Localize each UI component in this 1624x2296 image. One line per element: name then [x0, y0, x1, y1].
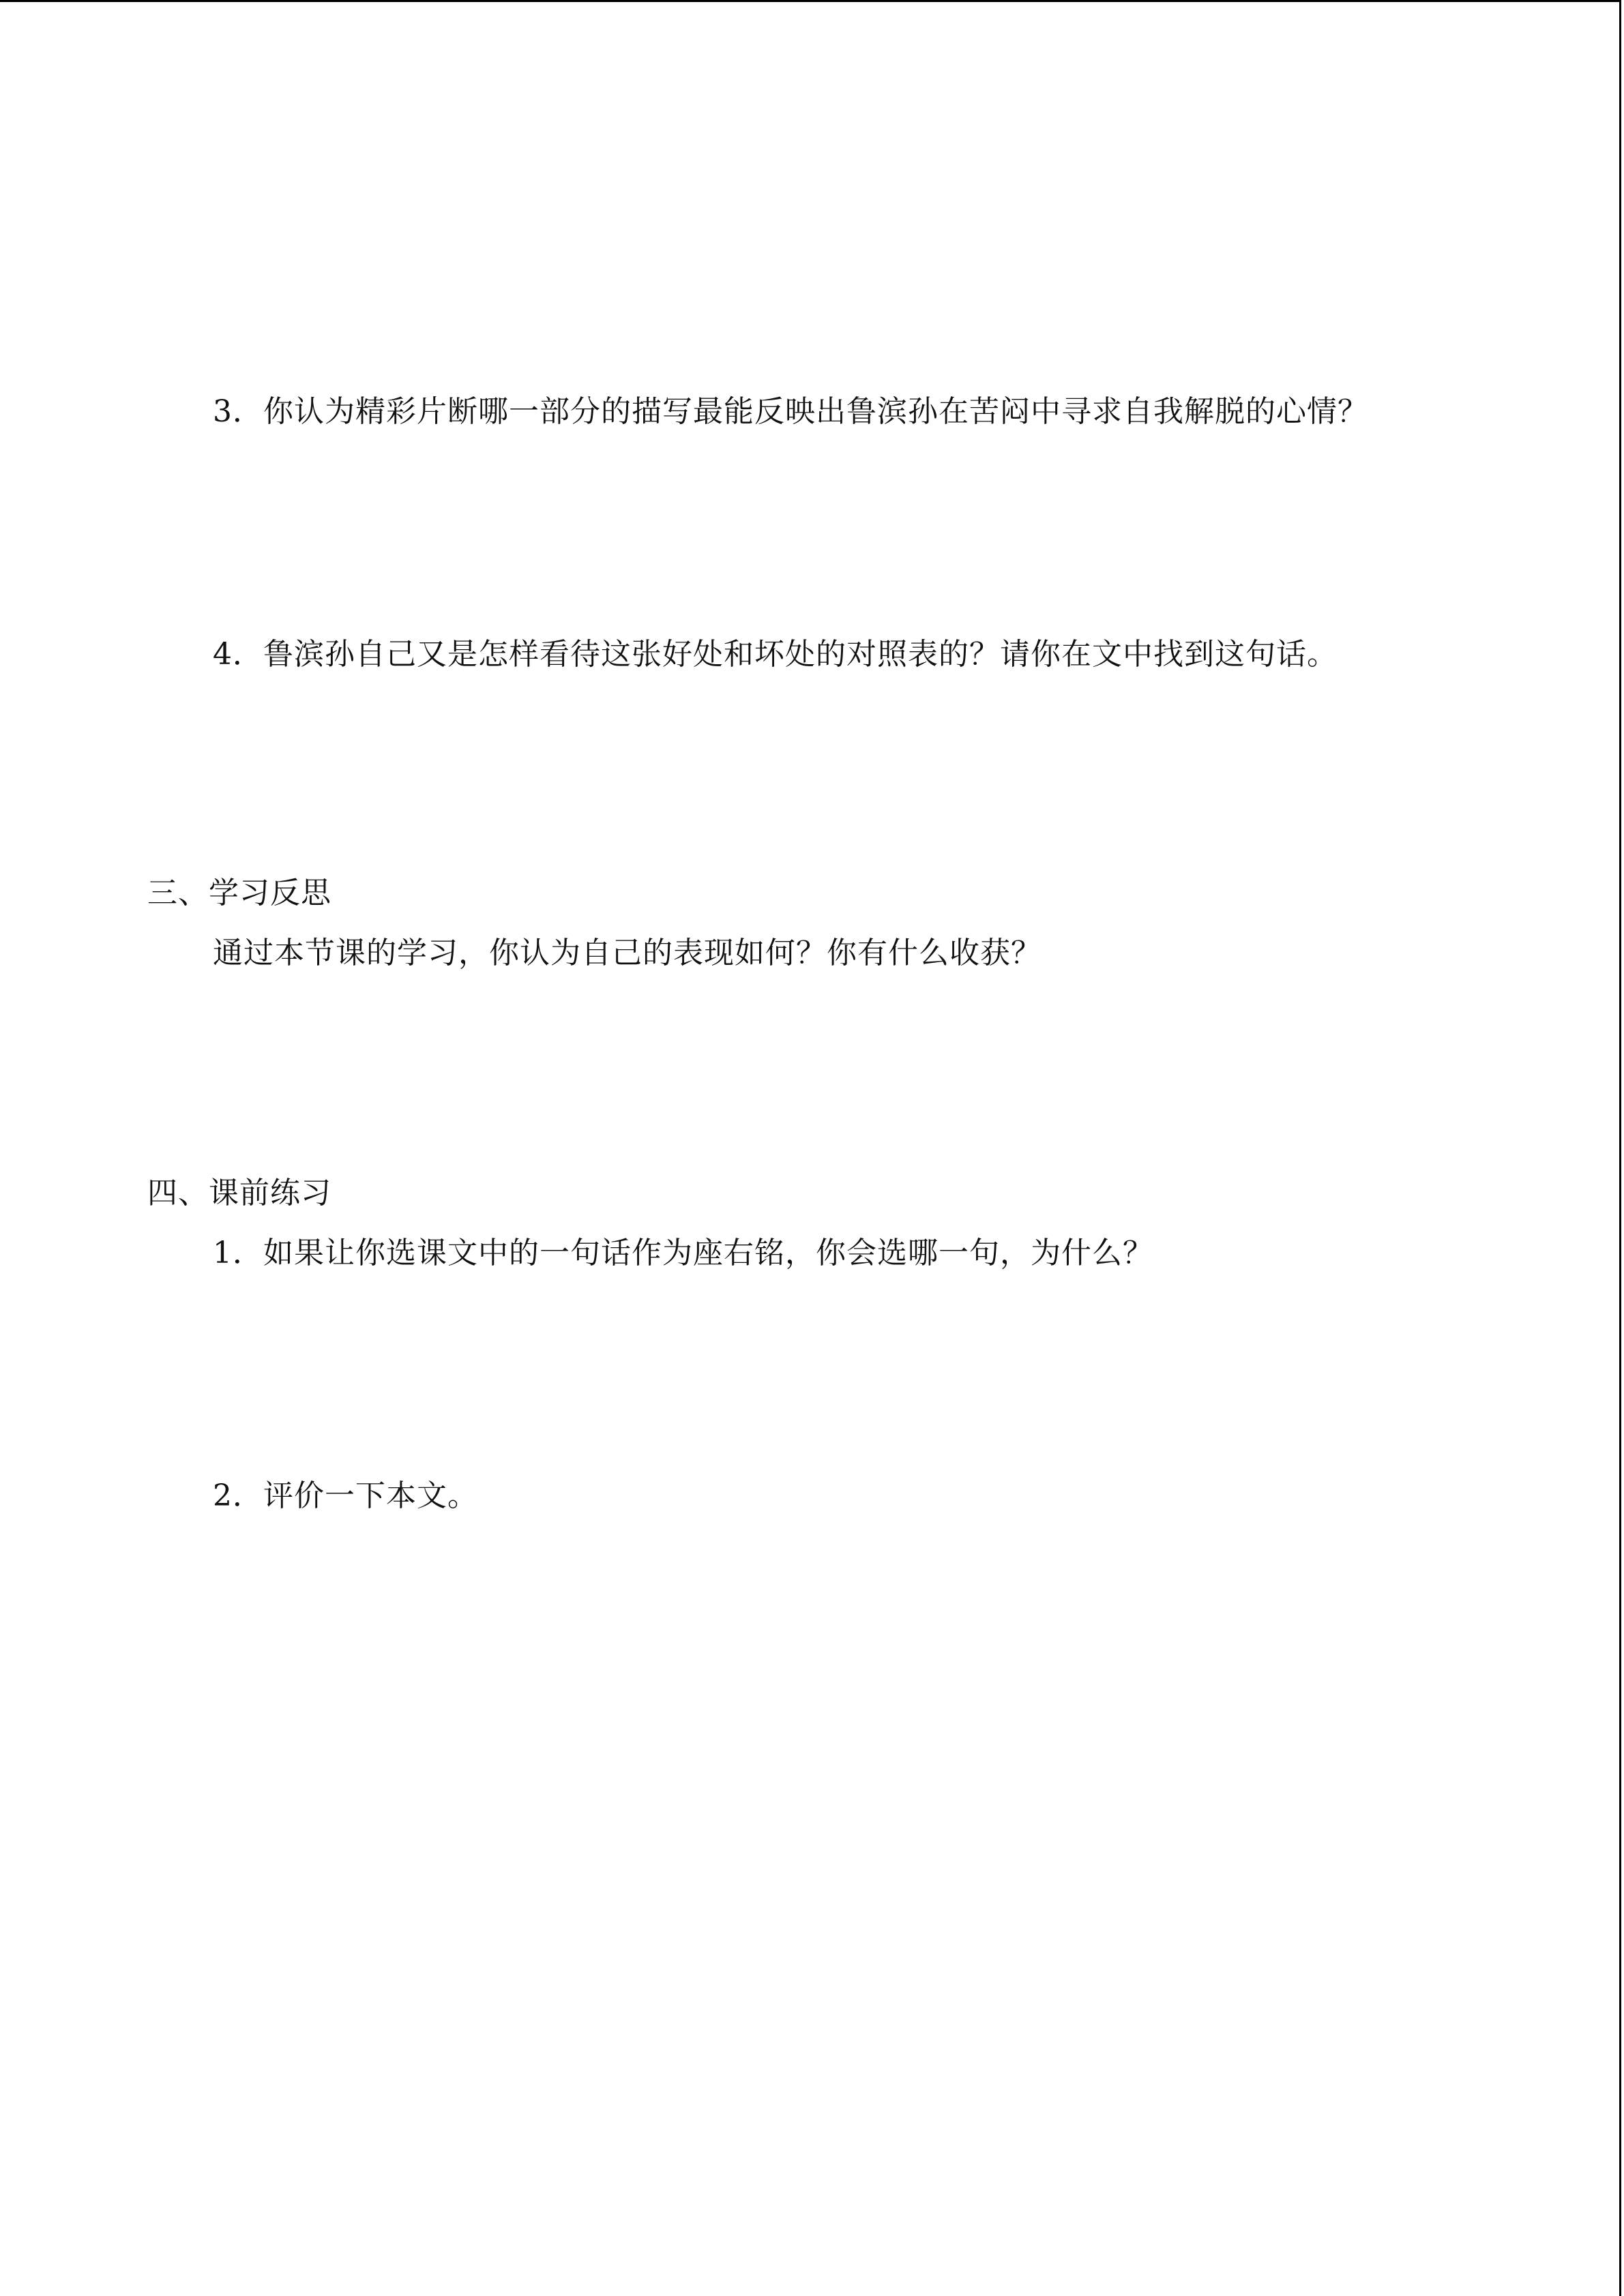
- practice-item-2: 2．评价一下本文。: [213, 1478, 478, 1513]
- reflection-prompt: 通过本节课的学习，你认为自己的表现如何？你有什么收获？: [213, 936, 1042, 970]
- question-3: 3．你认为精彩片断哪一部分的描写最能反映出鲁滨孙在苦闷中寻求自我解脱的心情？: [213, 394, 1368, 429]
- practice-item-1: 1．如果让你选课文中的一句话作为座右铭，你会选哪一句，为什么？: [213, 1236, 1153, 1270]
- question-4: 4．鲁滨孙自己又是怎样看待这张好处和坏处的对照表的？请你在文中找到这句话。: [213, 637, 1338, 672]
- practice-heading: 四、课前练习: [147, 1176, 331, 1210]
- reflection-heading: 三、学习反思: [147, 876, 331, 910]
